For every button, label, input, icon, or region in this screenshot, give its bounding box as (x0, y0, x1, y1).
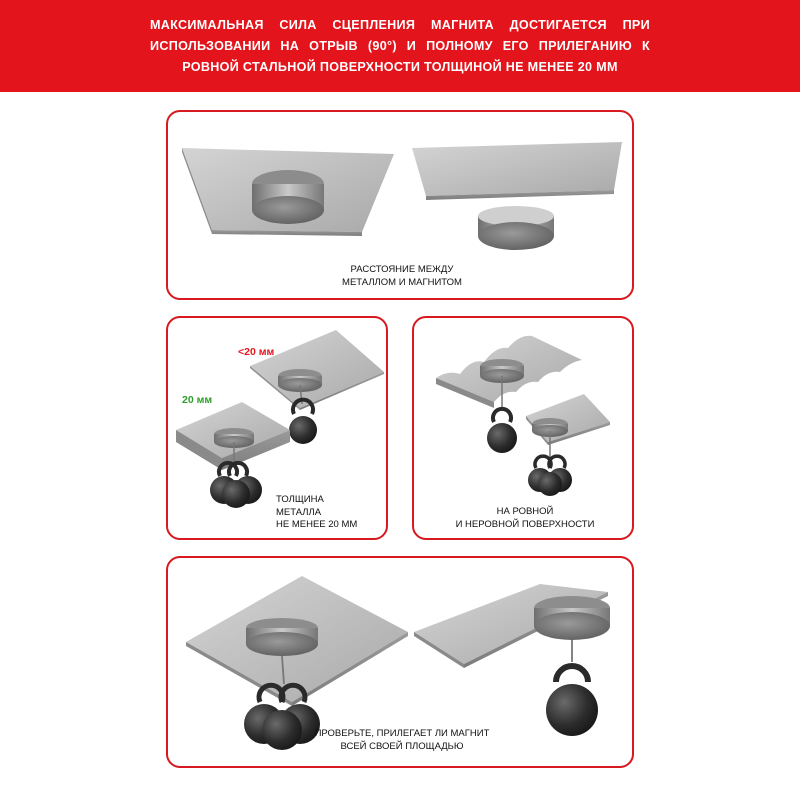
magnet-attached (252, 170, 324, 224)
magnet-detached (478, 206, 554, 250)
label-thin-plate: <20 мм (238, 346, 275, 358)
surface-caption (414, 506, 634, 531)
weight-single-large (546, 666, 598, 736)
thickness-caption-line1: ТОЛЩИНА (276, 494, 324, 505)
weight-corrugated (487, 409, 517, 453)
distance-caption (168, 264, 634, 289)
panel-contact (166, 556, 634, 768)
header-banner (0, 0, 800, 92)
magnet-partial-contact (534, 596, 610, 662)
distance-caption-line1: РАССТОЯНИЕ МЕЖДУ (350, 264, 454, 275)
plate-thin (250, 330, 384, 410)
label-thick-plate: 20 мм (182, 394, 213, 406)
header-text: МАКСИМАЛЬНАЯ СИЛА СЦЕПЛЕНИЯ МАГНИТА ДОСТИГАЕТСЯ ПРИ ИСПОЛЬЗОВАНИИ НА ОТРЫВ (90°) И ПОЛНОМУ ЕГО ПРИЛЕГАНИЮ К РОВНОЙ СТАЛЬНОЙ ПОВЕРХНОСТИ ТОЛЩИНОЙ НЕ МЕНЕЕ 20 ММ (150, 17, 650, 74)
contact-caption-line2: ВСЕЙ СВОЕЙ ПЛОЩАДЬЮ (340, 740, 464, 752)
panel-thickness (166, 316, 388, 540)
panel-distance (166, 110, 634, 300)
panel-surface (412, 316, 634, 540)
weight-group-flat (528, 456, 572, 496)
thickness-caption-line3: НЕ МЕНЕЕ 20 ММ (276, 519, 358, 530)
thickness-caption-line2: МЕТАЛЛА (276, 506, 322, 518)
contact-caption (168, 728, 634, 753)
surface-caption-line2: И НЕРОВНОЙ ПОВЕРХНОСТИ (455, 518, 595, 530)
distance-caption-line2: МЕТАЛЛОМ И МАГНИТОМ (342, 276, 462, 288)
contact-caption-line1: ПРОВЕРЬТЕ, ПРИЛЕГАЕТ ЛИ МАГНИТ (314, 728, 490, 739)
weight-group (210, 463, 262, 508)
thickness-caption (276, 494, 357, 532)
surface-caption-line1: НА РОВНОЙ (496, 506, 554, 517)
plate-right (412, 142, 622, 200)
